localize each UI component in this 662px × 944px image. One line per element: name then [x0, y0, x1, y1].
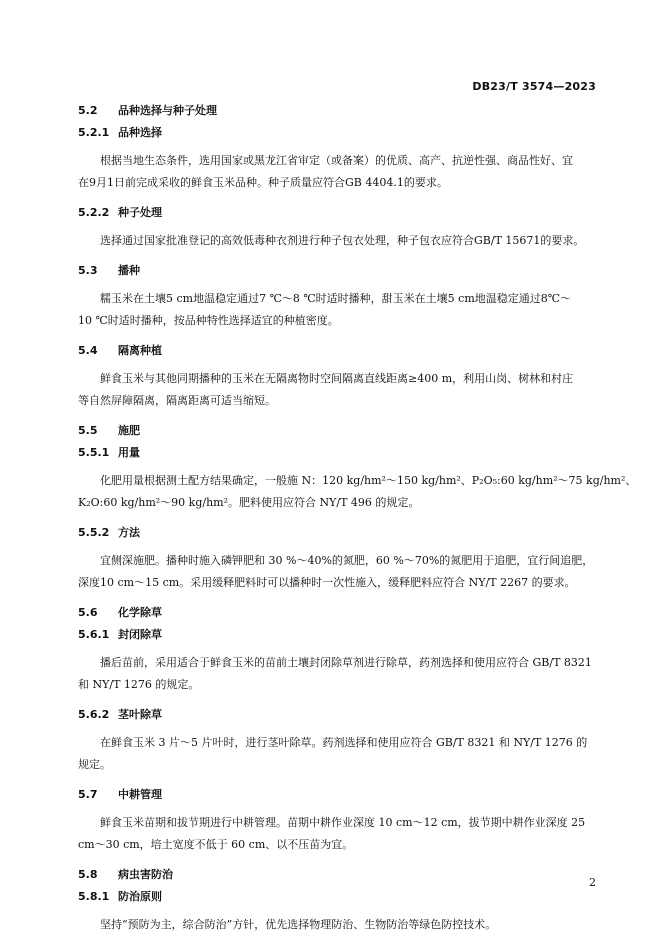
- section-paragraph: [78, 470, 637, 514]
- section-heading: [78, 202, 602, 224]
- document-code: DB23/T 3574—2023: [472, 80, 596, 93]
- paragraph-line: 在鲜食玉米 3 片～5 片叶时，进行茎叶除草。药剂选择和使用应符合 GB/T 8321 和 NY/T 1276 的: [100, 736, 588, 749]
- paragraph-line: 在9月1日前完成采收的鲜食玉米品种。种子质量应符合GB 4404.1的要求。: [78, 176, 448, 189]
- paragraph-line: 规定。: [78, 758, 111, 771]
- section-title: 种子处理: [118, 206, 162, 219]
- paragraph-line: 等自然屏障隔离，隔离距离可适当缩短。: [78, 394, 276, 407]
- section-paragraph: [78, 368, 602, 412]
- section-number: 5.5.1: [78, 446, 110, 459]
- section-number: 5.2.2: [78, 206, 110, 219]
- section-heading: [78, 704, 602, 726]
- section-title: 品种选择与种子处理: [118, 104, 217, 117]
- section-paragraph: [78, 288, 602, 332]
- paragraph-line: 播后苗前，采用适合于鲜食玉米的苗前土壤封闭除草剂进行除草，药剂选择和使用应符合 GB/T 8321: [100, 656, 592, 669]
- section-number: 5.6: [78, 606, 98, 619]
- section-number: 5.8: [78, 868, 98, 881]
- section-paragraph: [78, 150, 602, 194]
- paragraph-line: K₂O:60 kg/hm²～90 kg/hm²。肥料使用应符合 NY/T 496 的规定。: [78, 496, 420, 509]
- section-title: 用量: [118, 446, 140, 459]
- section-heading: [78, 420, 602, 442]
- paragraph-line: 鲜食玉米与其他同期播种的玉米在无隔离物时空间隔离直线距离≥400 m，利用山岗、树林和村庄: [100, 372, 574, 385]
- section-heading: [78, 864, 602, 886]
- section-number: 5.6.2: [78, 708, 110, 721]
- paragraph-line: 鲜食玉米苗期和拔节期进行中耕管理。苗期中耕作业深度 10 cm～12 cm，拔节期中耕作业深度 25: [100, 816, 586, 829]
- paragraph-line: 糯玉米在土壤5 cm地温稳定通过7 ℃～8 ℃时适时播种，甜玉米在土壤5 cm地温稳定通过8℃～: [100, 292, 572, 305]
- section-title: 中耕管理: [118, 788, 162, 801]
- section-title: 化学除草: [118, 606, 162, 619]
- section-paragraph: [78, 732, 602, 776]
- section-number: 5.5.2: [78, 526, 110, 539]
- paragraph-line: cm～30 cm，培土宽度不低于 60 cm、以不压苗为宜。: [78, 838, 354, 851]
- section-heading: [78, 260, 602, 282]
- section-number: 5.4: [78, 344, 98, 357]
- paragraph-line: 化肥用量根据测土配方结果确定，一般施 N：120 kg/hm²～150 kg/hm²、P₂O₅:60 kg/hm²～75 kg/hm²、: [100, 474, 637, 487]
- paragraph-line: 选择通过国家批准登记的高效低毒种衣剂进行种子包衣处理，种子包衣应符合GB/T 15671的要求。: [100, 234, 585, 247]
- section-paragraph: [78, 812, 602, 856]
- section-number: 5.6.1: [78, 628, 110, 641]
- section-number: 5.3: [78, 264, 98, 277]
- section-heading: [78, 784, 602, 806]
- section-title: 茎叶除草: [118, 708, 162, 721]
- section-title: 防治原则: [118, 890, 162, 903]
- paragraph-line: 宜侧深施肥。播种时施入磷钾肥和 30 %～40%的氮肥，60 %～70%的氮肥用于追肥，宜行间追肥，: [100, 554, 594, 567]
- section-paragraph: [78, 914, 602, 936]
- section-number: 5.5: [78, 424, 98, 437]
- section-heading: [78, 522, 602, 544]
- section-title: 封闭除草: [118, 628, 162, 641]
- section-title: 隔离种植: [118, 344, 162, 357]
- section-number: 5.2: [78, 104, 98, 117]
- section-title: 播种: [118, 264, 140, 277]
- section-heading: [78, 602, 602, 624]
- paragraph-line: 深度10 cm～15 cm。采用缓释肥料时可以播种时一次性施入，缓释肥料应符合 NY/T 2267 的要求。: [78, 576, 576, 589]
- section-title: 施肥: [118, 424, 140, 437]
- section-number: 5.8.1: [78, 890, 110, 903]
- paragraph-line: 坚持“预防为主，综合防治”方针，优先选择物理防治、生物防治等绿色防控技术。: [100, 918, 497, 931]
- section-paragraph: [78, 550, 602, 594]
- section-heading: [78, 624, 602, 646]
- section-title: 方法: [118, 526, 140, 539]
- section-title: 病虫害防治: [118, 868, 173, 881]
- section-heading: [78, 886, 602, 908]
- section-heading: [78, 100, 602, 122]
- section-number: 5.2.1: [78, 126, 110, 139]
- section-heading: [78, 442, 602, 464]
- section-title: 品种选择: [118, 126, 162, 139]
- page-number: 2: [589, 876, 596, 889]
- paragraph-line: 和 NY/T 1276 的规定。: [78, 678, 200, 691]
- document-body: [78, 100, 637, 944]
- paragraph-line: 10 ℃时适时播种，按品种特性选择适宜的种植密度。: [78, 314, 339, 327]
- section-paragraph: [78, 652, 602, 696]
- section-number: 5.7: [78, 788, 98, 801]
- section-heading: [78, 122, 602, 144]
- section-heading: [78, 340, 602, 362]
- section-paragraph: [78, 230, 602, 252]
- paragraph-line: 根据当地生态条件，选用国家或黑龙江省审定（或备案）的优质、高产、抗逆性强、商品性好、宜: [100, 154, 573, 167]
